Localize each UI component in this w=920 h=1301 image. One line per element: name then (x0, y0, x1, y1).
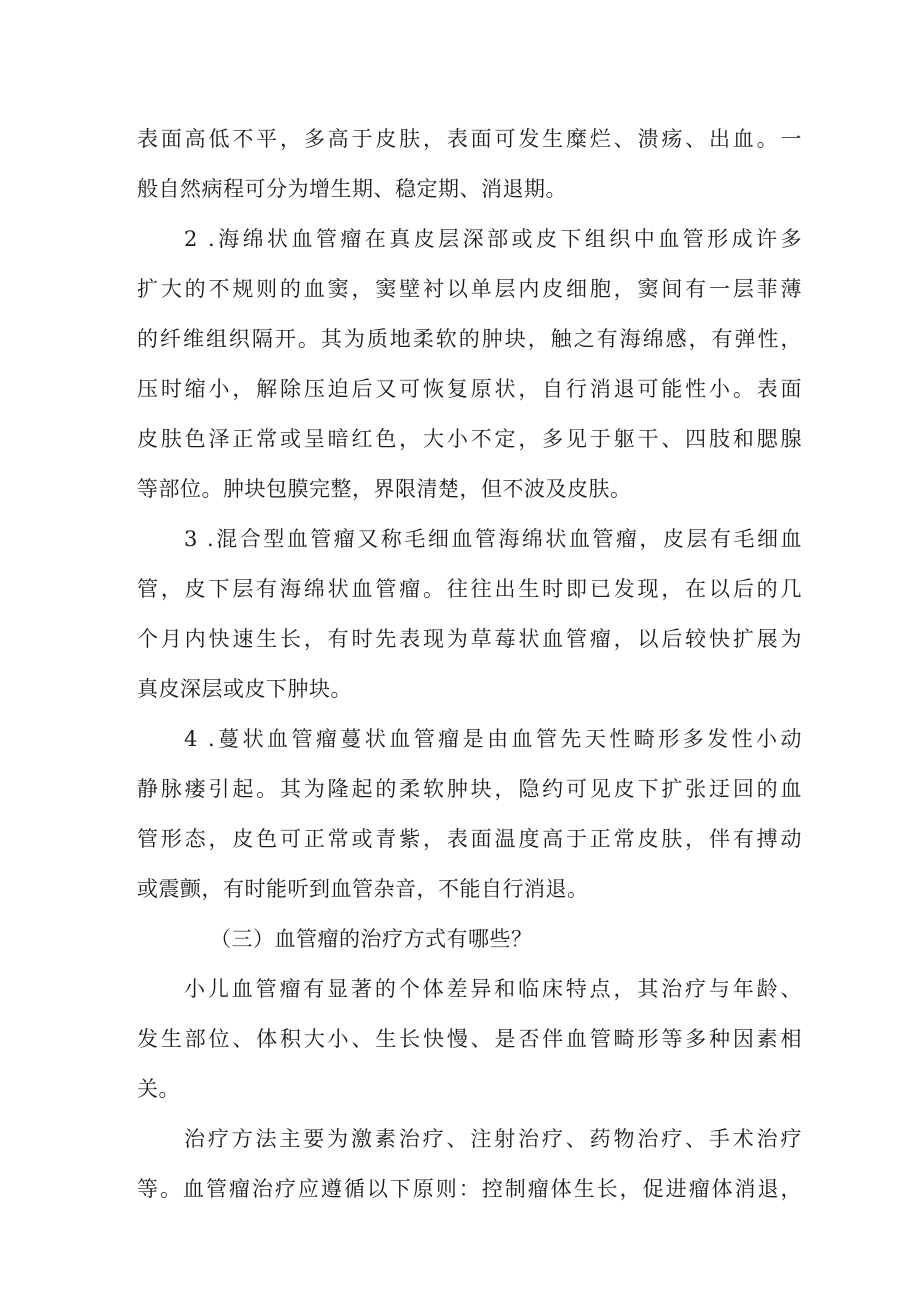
section-heading: （三）血管瘤的治疗方式有哪些？ (210, 927, 533, 951)
text-line: 般自然病程可分为增生期、稳定期、消退期。 (137, 177, 567, 201)
text-line: 皮肤色泽正常或呈暗红色，大小不定，多见于躯干、四肢和腮腺 (137, 427, 802, 451)
text-line: 静脉瘘引起。其为隆起的柔软肿块，隐约可见皮下扩张迂回的血 (137, 777, 802, 801)
text-line: 个月内快速生长，有时先表现为草莓状血管瘤，以后较快扩展为 (137, 627, 802, 651)
text-line: 关。 (137, 1077, 180, 1101)
text-line: 3 .混合型血管瘤又称毛细血管海绵状血管瘤，皮层有毛细血 (184, 527, 802, 551)
text-line: 发生部位、体积大小、生长快慢、是否伴血管畸形等多种因素相 (137, 1027, 802, 1051)
text-line: 管形态，皮色可正常或青紫，表面温度高于正常皮肤，伴有搏动 (137, 827, 802, 851)
text-line: 真皮深层或皮下肿块。 (137, 677, 352, 701)
text-line: 等部位。肿块包膜完整，界限清楚，但不波及皮肤。 (137, 477, 632, 501)
text-line: 的纤维组织隔开。其为质地柔软的肿块，触之有海绵感，有弹性， (137, 327, 802, 351)
text-line: 小儿血管瘤有显著的个体差异和临床特点，其治疗与年龄、 (184, 977, 802, 1001)
text-line: 压时缩小，解除压迫后又可恢复原状，自行消退可能性小。表面 (137, 377, 802, 401)
text-line: 管，皮下层有海绵状血管瘤。往往出生时即已发现，在以后的几 (137, 577, 802, 601)
text-line: 或震颤，有时能听到血管杂音，不能自行消退。 (137, 877, 589, 901)
text-line: 2 .海绵状血管瘤在真皮层深部或皮下组织中血管形成许多 (184, 227, 802, 251)
text-line: 等。血管瘤治疗应遵循以下原则：控制瘤体生长，促进瘤体消退， (137, 1177, 802, 1201)
text-line: 表面高低不平，多高于皮肤，表面可发生糜烂、溃疡、出血。一 (137, 127, 802, 151)
text-line: 扩大的不规则的血窦，窦壁衬以单层内皮细胞，窦间有一层菲薄 (137, 277, 802, 301)
text-line: 治疗方法主要为激素治疗、注射治疗、药物治疗、手术治疗 (184, 1127, 802, 1151)
text-line: 4 .蔓状血管瘤蔓状血管瘤是由血管先天性畸形多发性小动 (184, 727, 802, 751)
